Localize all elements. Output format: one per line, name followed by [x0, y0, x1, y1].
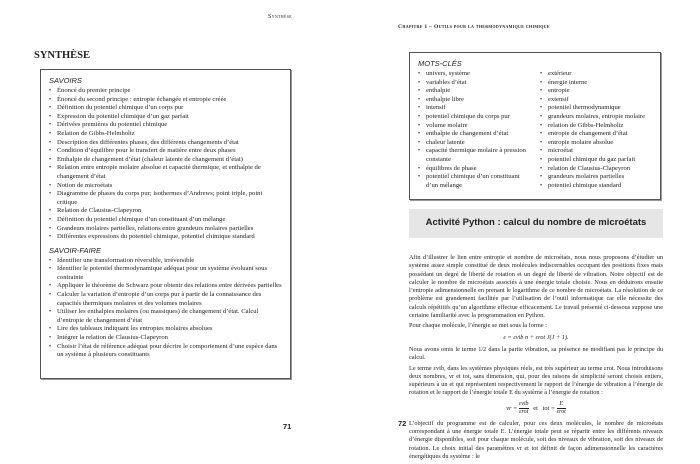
- list-item: • extérieur: [540, 70, 654, 79]
- paragraph: Pour chaque molécule, l’énergie se met sous la forme :: [409, 322, 548, 330]
- list-item: • Relation de Gibbs-Helmholtz: [49, 130, 284, 139]
- savoirs-heading: SAVOIRS: [49, 76, 82, 85]
- list-item: • Condition d’équilibre pour le transfert de matière entre deux phases: [49, 147, 284, 156]
- paragraph: L’objectif du programme est de calculer, pour ces deux molécules, le nombre de microétats correspondant à une énergie totale E. L’énergie totale peut se répartir entre les différents niveaux d’énergie disponibles, soit pour chaque molécule, soit des niveaux de vibration, soit des niveaux de rotation. Le choix initial des paramètres vr et tot définit de façon adimensionnelle les caractères énergétiques du système : le: [409, 419, 663, 460]
- list-item: • Relation de Clausius-Clapeyron: [49, 207, 284, 216]
- list-item: • enthalpie de changement d’état: [418, 130, 532, 139]
- page-number: 71: [283, 422, 292, 431]
- paragraph: Nous avons omis le terme 1/2 dans la partie vibration, sa présence ne modifiant pas le principe du calcul.: [409, 345, 663, 362]
- list-item: • Expression du potentiel chimique d’un gaz parfait: [49, 113, 284, 122]
- list-item: • microétat: [540, 147, 654, 156]
- list-item: • extensif: [540, 96, 654, 105]
- eq-et: et: [533, 404, 538, 412]
- numerator: εvib: [518, 400, 529, 407]
- list-item: • capacité thermique molaire à pression constante: [418, 147, 532, 164]
- list-item: • potentiel chimique du corps pur: [418, 113, 532, 122]
- eq-lhs: tot =: [542, 404, 556, 412]
- list-item: • enthalpie libre: [418, 96, 532, 105]
- list-item: • grandeurs molaires, entropie molaire: [540, 113, 654, 122]
- list-item: • Description des différentes phases, des différents changements d’état: [49, 139, 284, 148]
- list-item: • potentiel chimique du gaz parfait: [540, 156, 654, 165]
- list-item: • Différentes expressions du potentiel chimique, potentiel chimique standard: [49, 233, 284, 242]
- list-item: • énergie interne: [540, 79, 654, 88]
- list-item: • entropie molaire absolue: [540, 139, 654, 148]
- list-item: • grandeurs molaires partielles: [540, 173, 654, 182]
- mots-cles-heading: MOTS-CLÉS: [418, 59, 462, 68]
- list-item: • univers, système: [418, 70, 532, 79]
- list-item: • potentiel chimique d’un constituant d’un mélange: [418, 173, 532, 190]
- mots-cles-col2: [540, 70, 654, 190]
- right-page: [352, 0, 700, 464]
- list-item: • Énoncé du second principe : entropie échangée et entropie créée: [49, 96, 284, 105]
- list-item: • Dérivées premières du potentiel chimique: [49, 121, 284, 130]
- mots-cles-col1: [418, 70, 540, 190]
- list-item: • relation de Clausius-Clapeyron: [540, 165, 654, 174]
- running-head: Synthèse: [268, 14, 292, 20]
- list-item: • relation de Gibbs-Helmholtz: [540, 122, 654, 131]
- activity-body: [409, 254, 663, 463]
- list-item: • Lire des tableaux indiquant les entropies molaires absolues: [49, 325, 284, 334]
- paragraph: Afin d’illustrer le lien entre entropie et nombre de microétats, nous nous proposons d’étudier un système assez simple constitué de deux molécules indiscernables occupant des positions fixes mais possédant un degré de liberté de rotation et un degré de liberté de vibration. Notre objectif est de calculer le nombre de microétats associés à une énergie totale choisie. Nous en déduirons ensuite l’entropie adimensionnelle en prenant le logarithme de ce nombre de microétats. La résolution de ce problème est grandement facilitée par l’utilisation de l’outil informatique car elle nécessite des calculs répétitifs qu’un algorithme effectue efficacement. Le travail présenté ci-dessous suppose une certaine familiarité avec la programmation en Python.: [409, 254, 663, 320]
- list-item: • Calculer la variation d’entropie d’un corps pur à partir de la connaissance des capacités thermiques molaires et des volumes molaires: [49, 291, 284, 308]
- savoir-faire-list: [49, 257, 284, 360]
- list-item: • Grandeurs molaires partielles, relations entre grandeurs molaires partielles: [49, 225, 284, 234]
- list-item: • Choisir l’état de référence adéquat pour décrire le comportement d’une espèce dans un système à plusieurs constituants: [49, 343, 284, 360]
- mots-cles-box: [409, 52, 661, 200]
- running-head: Chapitre 1 – Outils pour la thermodynamique chimique: [398, 24, 550, 30]
- list-item: • Notion de microétats: [49, 182, 284, 191]
- list-item: • Intégrer la relation de Clausius-Clapeyron: [49, 334, 284, 343]
- denominator: εrot: [519, 408, 529, 415]
- list-item: • variables d’état: [418, 79, 532, 88]
- list-item: • intensif: [418, 104, 532, 113]
- list-item: • Énoncé du premier principe: [49, 87, 284, 96]
- list-item: • volume molaire: [418, 122, 532, 131]
- savoir-faire-heading: SAVOIR-FAIRE: [49, 245, 101, 255]
- list-item: • Utiliser les enthalpies molaires (ou massiques) de changement d’état. Calcul d’entropie de changement d’état: [49, 308, 284, 325]
- numerator: E: [557, 401, 566, 409]
- left-page: [0, 0, 348, 464]
- list-item: • Diagramme de phases du corps pur; isothermes d’Andrews; point triple, point critique: [49, 190, 284, 207]
- denominator: εrot: [556, 408, 566, 415]
- list-item: • entropie: [540, 87, 654, 96]
- paragraph: Le terme εvib, dans les systèmes physiques réels, est très supérieur au terme εrot. Nous introduisons deux nombres, vr et tot, sans dimension, qui, pour des raisons de simplicité seront choisis entiers, supérieurs à un et qui représentent respectivement le rapport de l’énergie de vibration à l’énergie de rotation et le rapport de l’énergie totale E du système à l’énergie de rotation :: [409, 364, 663, 397]
- list-item: • Identifier le potentiel thermodynamique adéquat pour un système évoluant sous contrainte: [49, 265, 284, 282]
- list-item: • chaleur latente: [418, 139, 532, 148]
- list-item: • potentiel thermodynamique: [540, 104, 654, 113]
- list-item: • enthalpie: [418, 87, 532, 96]
- equation-ratios: [409, 401, 663, 416]
- list-item: • Appliquer le théorème de Schwarz pour obtenir des relations entre dérivées partielles: [49, 282, 284, 291]
- list-item: • Enthalpie de changement d’état (chaleur latente de changement d’état): [49, 156, 284, 165]
- list-item: • Identifier une transformation réversible, irréversible: [49, 257, 284, 266]
- eq-lhs: vr =: [506, 404, 518, 412]
- fraction: [557, 401, 566, 416]
- list-item: • potentiel chimique standard: [540, 182, 654, 191]
- savoirs-list: [49, 87, 284, 242]
- fraction: [519, 401, 529, 416]
- activity-banner: Activité Python : calcul du nombre de microétats: [409, 209, 663, 238]
- list-item: • Définition du potentiel chimique d’un corps pur: [49, 104, 284, 113]
- list-item: • Définition du potentiel chimique d’un constituant d’un mélange: [49, 216, 284, 225]
- list-item: • entropie de changement d’état: [540, 130, 654, 139]
- page-number: 72: [398, 419, 407, 428]
- list-item: • Relation entre entropie molaire absolue et capacité thermique, et enthalpie de changement d’état: [49, 164, 284, 181]
- synthese-box: [40, 69, 291, 379]
- equation-energy: ε = εvib n + εrot J(J + 1).: [503, 333, 569, 341]
- list-item: • équilibres de phase: [418, 165, 532, 174]
- page-title: SYNTHÈSE: [34, 50, 91, 61]
